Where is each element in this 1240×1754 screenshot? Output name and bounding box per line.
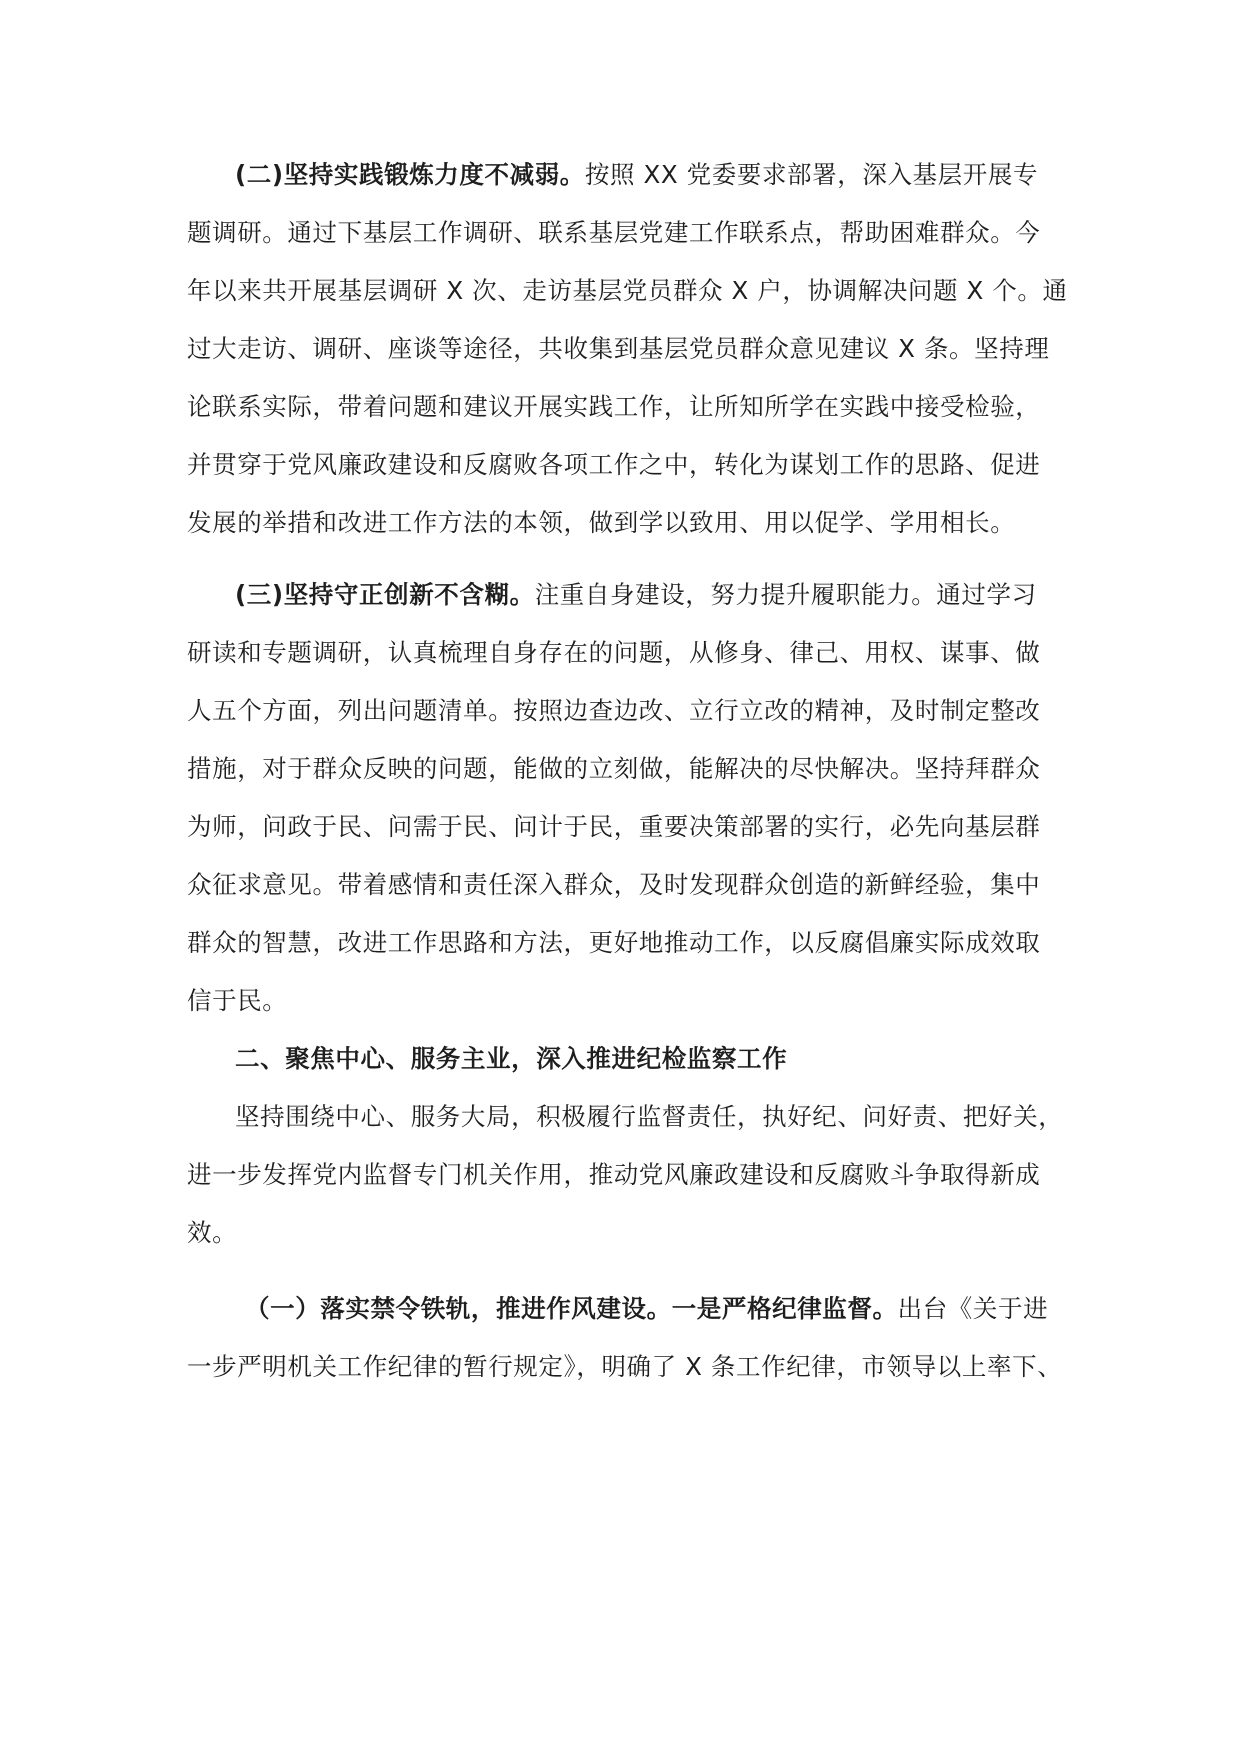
paragraph-3-line-2: 研读和专题调研，认真梳理自身存在的问题，从修身、律己、用权、谋事、做 — [187, 638, 1041, 667]
subsection-1-heading: （一）落实禁令铁轨，推进作风建设。一是严格纪律监督。 — [245, 1294, 898, 1323]
paragraph-3-line-8: 信于民。 — [187, 986, 288, 1015]
subsection-1-line-2: 一步严明机关工作纪律的暂行规定》，明确了 X 条工作纪律，市领导以上率下、 — [187, 1352, 1063, 1381]
section-heading-2: 二、聚焦中心、服务主业，深入推进纪检监察工作 — [235, 1044, 788, 1073]
paragraph-2-text: 按照 XX 党委要求部署，深入基层开展专 — [584, 160, 1039, 189]
paragraph-3-line-7: 群众的智慧，改进工作思路和方法，更好地推动工作，以反腐倡廉实际成效取 — [187, 928, 1041, 957]
paragraph-2-line-3: 年以来共开展基层调研 X 次、走访基层党员群众 X 户，协调解决问题 X 个。通 — [187, 276, 1068, 305]
subsection-1-text: 出台《关于进 — [897, 1294, 1049, 1323]
intro-line-3: 效。 — [187, 1218, 238, 1247]
paragraph-2-line-5: 论联系实际，带着问题和建议开展实践工作，让所知所学在实践中接受检验， — [187, 392, 1041, 421]
paragraph-2-line-6: 并贯穿于党风廉政建设和反腐败各项工作之中，转化为谋划工作的思路、促进 — [187, 450, 1041, 479]
paragraph-3-heading: (三)坚持守正创新不含糊。 — [235, 580, 535, 609]
paragraph-2-line-7: 发展的举措和改进工作方法的本领，做到学以致用、用以促学、学用相长。 — [187, 508, 1016, 537]
paragraph-3-line-5: 为师，问政于民、问需于民、问计于民，重要决策部署的实行，必先向基层群 — [187, 812, 1041, 841]
paragraph-3-line-4: 措施，对于群众反映的问题，能做的立刻做，能解决的尽快解决。坚持拜群众 — [187, 754, 1041, 783]
paragraph-3-text: 注重自身建设，努力提升履职能力。通过学习 — [534, 580, 1037, 609]
paragraph-3-line-6: 众征求意见。带着感情和责任深入群众，及时发现群众创造的新鲜经验，集中 — [187, 870, 1041, 899]
paragraph-3-line-1 — [235, 575, 1115, 615]
intro-line-1: 坚持围绕中心、服务大局，积极履行监督责任，执好纪、问好责、把好关， — [235, 1102, 1064, 1131]
paragraph-2-line-4: 过大走访、调研、座谈等途径，共收集到基层党员群众意见建议 X 条。坚持理 — [187, 334, 1050, 363]
intro-line-2: 进一步发挥党内监督专门机关作用，推动党风廉政建设和反腐败斗争取得新成 — [187, 1160, 1041, 1189]
paragraph-2-line-1 — [235, 155, 1115, 195]
paragraph-3-line-3: 人五个方面，列出问题清单。按照边查边改、立行立改的精神，及时制定整改 — [187, 696, 1041, 725]
paragraph-2-heading: (二)坚持实践锻炼力度不减弱。 — [235, 160, 585, 189]
paragraph-2-line-2: 题调研。通过下基层工作调研、联系基层党建工作联系点，帮助困难群众。今 — [187, 218, 1041, 247]
subsection-1-line-1 — [245, 1289, 1125, 1329]
